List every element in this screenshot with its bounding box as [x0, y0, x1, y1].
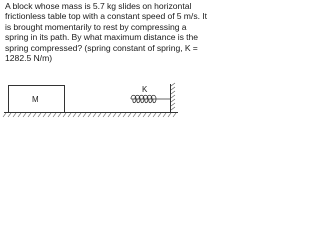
spring-label: K	[142, 85, 148, 94]
problem-line: frictionless table top with a constant speed of 5 m/s. It	[5, 11, 207, 22]
problem-line: spring in its path. By what maximum distance is the	[5, 32, 199, 43]
problem-line: spring compressed? (spring constant of spring, K =	[5, 42, 198, 53]
floor-hatching	[3, 113, 176, 117]
block-spring-figure	[0, 0, 207, 124]
wall-hatching	[171, 83, 175, 110]
block-label: M	[32, 95, 39, 104]
problem-line: 1282.5 N/m)	[5, 53, 53, 64]
spring	[131, 95, 170, 103]
problem-line: A block whose mass is 5.7 kg slides on horizontal	[5, 1, 192, 11]
page	[0, 0, 207, 124]
problem-line: is brought momentarily to rest by compressing a	[5, 21, 187, 32]
